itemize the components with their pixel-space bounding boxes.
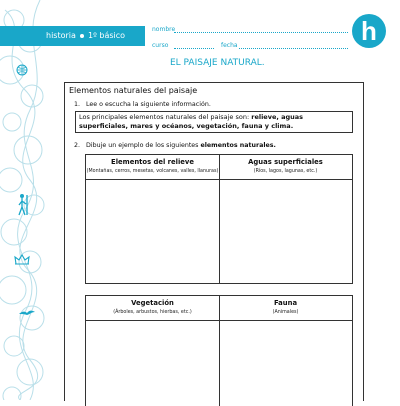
- drawing-grid-top: [85, 154, 353, 284]
- step-2-text: [86, 142, 276, 149]
- box-water-drawing-area[interactable]: [220, 180, 352, 283]
- box-fauna-drawing-area[interactable]: [220, 321, 352, 406]
- box-fauna-header: [219, 296, 352, 321]
- crown-icon: [13, 253, 31, 267]
- box-relief-header: [86, 155, 219, 180]
- separator-dot-icon: [80, 34, 84, 38]
- box-relief-drawing-area[interactable]: [86, 180, 219, 283]
- step-2-text-bold: elementos naturales.: [200, 142, 276, 149]
- name-field[interactable]: [174, 32, 348, 33]
- subject-label: historia: [46, 31, 76, 40]
- decorative-sidebar: [0, 0, 52, 400]
- logo: [352, 14, 386, 48]
- svg-text:h: h: [361, 16, 377, 46]
- course-label: curso: [152, 42, 169, 49]
- logo-h-icon: [352, 14, 386, 48]
- info-box: [75, 111, 353, 133]
- step-2-text-prefix: Dibuje un ejemplo de los siguientes: [86, 142, 199, 149]
- box-vegetation-heading: Vegetación: [131, 299, 174, 307]
- box-vegetation-drawing-area[interactable]: [86, 321, 219, 406]
- step-1-text: Lee o escucha la siguiente información.: [86, 101, 211, 108]
- drawing-grid-bottom: [85, 295, 353, 406]
- bird-icon: [18, 309, 36, 317]
- box-fauna-heading: Fauna: [273, 299, 298, 307]
- box-relief-sub: (Montañas, cerros, mesetas, volcanes, valles, llanuras): [86, 169, 219, 174]
- course-field[interactable]: [174, 48, 214, 49]
- date-label: fecha: [221, 42, 238, 49]
- box-water-header: [219, 155, 352, 180]
- globe-icon: [16, 64, 28, 76]
- step-2-number: 2.: [74, 142, 81, 149]
- info-intro: Los principales elementos naturales del paisaje son:: [79, 113, 250, 121]
- name-label: nombre: [152, 26, 176, 33]
- box-water-heading: Aguas superficiales: [248, 158, 323, 166]
- subject-band: [0, 26, 145, 46]
- info-items: relieve, aguas superficiales, mares y océanos, vegetación, fauna y clima.: [79, 113, 304, 130]
- date-field[interactable]: [239, 48, 348, 49]
- box-vegetation-sub: (Árboles, arbustos, hierbas, etc.): [113, 310, 192, 315]
- box-fauna-sub: (Animales): [272, 310, 299, 315]
- explorer-figure-icon: [16, 193, 30, 217]
- box-vegetation-header: [86, 296, 219, 321]
- student-info-form: [152, 20, 352, 60]
- worksheet-content: [64, 82, 364, 401]
- box-relief-heading: Elementos del relieve: [111, 158, 194, 166]
- box-water-sub: (Ríos, lagos, lagunas, etc.): [253, 169, 318, 174]
- grade-label: 1º básico: [88, 31, 126, 40]
- section-title: Elementos naturales del paisaje: [69, 86, 198, 95]
- page-title: EL PAISAJE NATURAL.: [170, 58, 265, 68]
- step-1-number: 1.: [74, 101, 81, 108]
